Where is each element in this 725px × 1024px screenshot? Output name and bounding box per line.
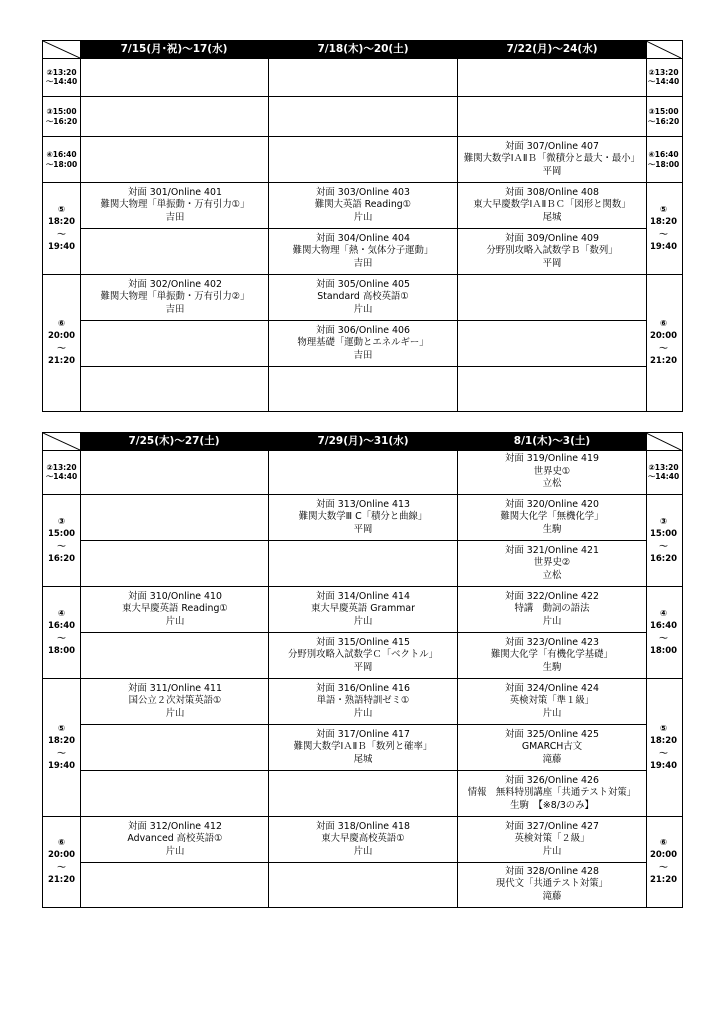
period-label: ④ 16:40 ～ 18:00 bbox=[47, 608, 76, 656]
class-cell: 対面 303/Online 403 難関大英語 Reading① 片山 bbox=[314, 186, 412, 223]
class-cell: 対面 312/Online 412 Advanced 高校英語① 片山 bbox=[127, 820, 223, 857]
class-cell: 対面 309/Online 409 分野別攻略入試数学Ｂ「数列」 平岡 bbox=[486, 232, 618, 269]
header-row bbox=[43, 433, 682, 451]
class-cell: 対面 328/Online 428 現代文「共通テスト対策」 滝藤 bbox=[495, 865, 609, 902]
date-header: 7/22(月)～24(水) bbox=[458, 41, 646, 58]
class-cell: 対面 325/Online 425 GMARCH古文 滝藤 bbox=[505, 728, 599, 765]
date-header: 7/25(木)～27(土) bbox=[80, 433, 268, 450]
period-label: ⑤ 18:20 ～ 19:40 bbox=[47, 204, 76, 252]
header-corner-right bbox=[646, 433, 681, 450]
period-label: ⑤ 18:20 ～ 19:40 bbox=[649, 204, 678, 252]
class-cell: 対面 314/Online 414 東大早慶英語 Grammar 片山 bbox=[311, 590, 415, 627]
header-corner-left bbox=[43, 41, 80, 58]
period-label: ④16:40 ～18:00 bbox=[647, 150, 680, 169]
row-divider bbox=[43, 96, 682, 97]
period-label: ④ 16:40 ～ 18:00 bbox=[649, 608, 678, 656]
date-header: 8/1(木)～3(土) bbox=[458, 433, 646, 450]
class-cell: 対面 320/Online 420 難関大化学「無機化学」 生駒 bbox=[500, 498, 604, 535]
period-label: ⑤ 18:20 ～ 19:40 bbox=[649, 723, 678, 771]
class-cell: 対面 324/Online 424 英検対策「準１級」 片山 bbox=[505, 682, 599, 719]
class-cell: 対面 302/Online 402 難関大物理「単振動・万有引力②」 吉田 bbox=[100, 278, 250, 315]
timetable-week-2 bbox=[42, 432, 683, 908]
class-cell: 対面 311/Online 411 国公立２次対策英語① 片山 bbox=[128, 682, 222, 719]
period-label: ②13:20 ～14:40 bbox=[647, 67, 680, 86]
class-cell: 対面 316/Online 416 単語・熟語特訓ゼミ① 片山 bbox=[316, 682, 410, 719]
class-cell: 対面 318/Online 418 東大早慶高校英語① 片山 bbox=[316, 820, 410, 857]
period-label: ②13:20 ～14:40 bbox=[647, 462, 680, 481]
period-label: ③ 15:00 ～ 16:20 bbox=[649, 516, 678, 564]
header-row bbox=[43, 41, 682, 59]
class-cell: 対面 326/Online 426 情報 無料特別講座「共通テスト対策」 生駒 【※8/3のみ】 bbox=[467, 774, 637, 811]
timetable-week-1 bbox=[42, 40, 683, 412]
class-cell: 対面 310/Online 410 東大早慶英語 Reading① 片山 bbox=[122, 590, 228, 627]
class-cell: 対面 306/Online 406 物理基礎「運動とエネルギー」 吉田 bbox=[297, 324, 429, 361]
header-corner-right bbox=[646, 41, 681, 58]
date-header: 7/29(月)～31(水) bbox=[269, 433, 457, 450]
period-label: ⑥ 20:00 ～ 21:20 bbox=[47, 837, 76, 885]
header-corner-left bbox=[43, 433, 80, 450]
period-label: ②13:20 ～14:40 bbox=[45, 462, 78, 481]
class-cell: 対面 319/Online 419 世界史① 立松 bbox=[505, 453, 599, 490]
class-cell: 対面 301/Online 401 難関大物理「単振動・万有引力①」 吉田 bbox=[100, 186, 250, 223]
class-cell: 対面 321/Online 421 世界史② 立松 bbox=[505, 544, 599, 581]
period-label: ③ 15:00 ～ 16:20 bbox=[47, 516, 76, 564]
period-label: ②13:20 ～14:40 bbox=[45, 67, 78, 86]
class-cell: 対面 315/Online 415 分野別攻略入試数学Ｃ「ベクトル」 平岡 bbox=[287, 636, 438, 673]
class-cell: 対面 307/Online 407 難関大数学ⅠＡⅡＢ「微積分と最大・最小」 平岡 bbox=[463, 140, 641, 177]
sub-row-divider bbox=[80, 366, 646, 367]
period-label: ④16:40 ～18:00 bbox=[45, 150, 78, 169]
period-label: ③15:00 ～16:20 bbox=[647, 107, 680, 126]
class-cell: 対面 322/Online 422 特講 動詞の語法 片山 bbox=[505, 590, 599, 627]
period-label: ⑥ 20:00 ～ 21:20 bbox=[649, 318, 678, 366]
class-cell: 対面 323/Online 423 難関大化学「有機化学基礎」 生駒 bbox=[491, 636, 613, 673]
class-cell: 対面 308/Online 408 東大早慶数学ⅠＡⅡＢＣ「図形と関数」 尾城 bbox=[473, 186, 631, 223]
class-cell: 対面 327/Online 427 英検対策「２級」 片山 bbox=[505, 820, 599, 857]
period-label: ⑤ 18:20 ～ 19:40 bbox=[47, 723, 76, 771]
date-header: 7/18(木)～20(土) bbox=[269, 41, 457, 58]
period-label: ⑥ 20:00 ～ 21:20 bbox=[47, 318, 76, 366]
date-header: 7/15(月･祝)～17(水) bbox=[80, 41, 268, 58]
period-label: ③15:00 ～16:20 bbox=[45, 107, 78, 126]
period-label: ⑥ 20:00 ～ 21:20 bbox=[649, 837, 678, 885]
class-cell: 対面 305/Online 405 Standard 高校英語① 片山 bbox=[316, 278, 410, 315]
class-cell: 対面 313/Online 413 難関大数学Ⅲ C「積分と曲線」 平岡 bbox=[298, 498, 428, 535]
class-cell: 対面 317/Online 417 難関大数学ⅠＡⅡＢ「数列と確率」 尾城 bbox=[293, 728, 433, 765]
class-cell: 対面 304/Online 404 難関大物理「熱・気体分子運動」 吉田 bbox=[292, 232, 434, 269]
